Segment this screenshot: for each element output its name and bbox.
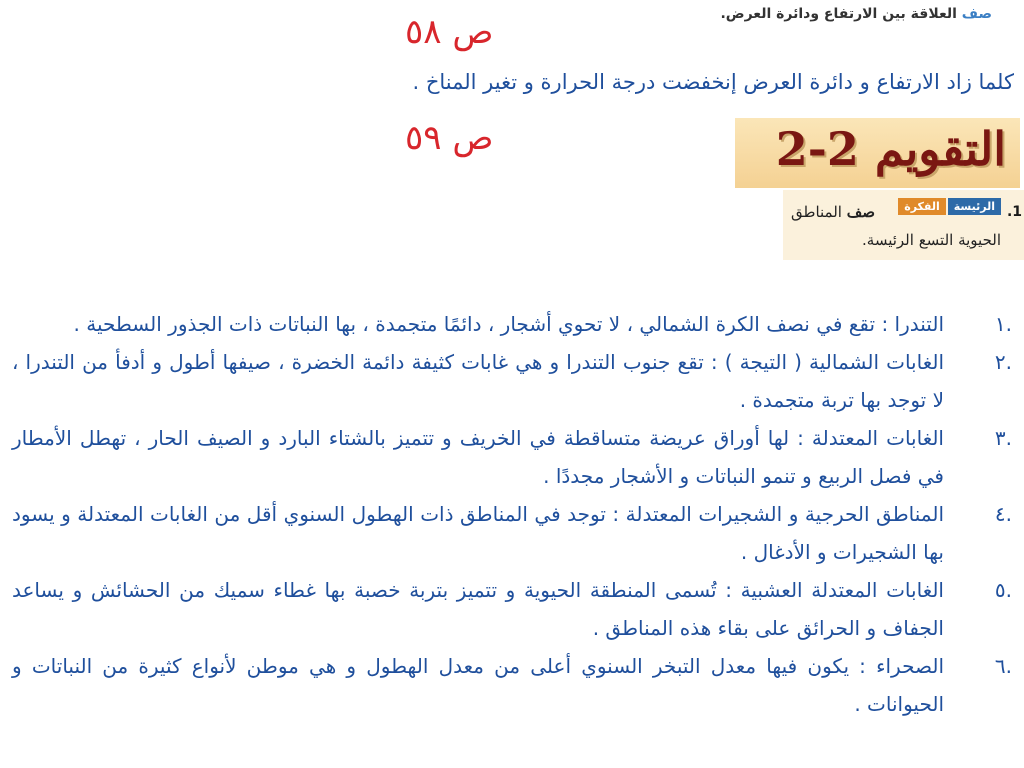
page-reference-58: ص ٥٨ [405, 12, 494, 52]
answer-text: الصحراء : يكون فيها معدل التبخر السنوي أعلى من معدل الهطول و هي موطن لأنواع كثيرة من النباتات و الحيوانات . [12, 654, 944, 716]
main-idea-tag [898, 198, 1001, 215]
question-1-box [783, 190, 1024, 260]
page-reference-59: ص ٥٩ [405, 118, 494, 158]
evaluation-banner [735, 118, 1020, 188]
answer-text: المناطق الحرجية و الشجيرات المعتدلة : توجد في المناطق ذات الهطول السنوي أقل من الغابات المعتدلة و يسود بها الشجيرات و الأدغال . [12, 502, 944, 564]
question-keyword: صف [961, 6, 992, 22]
tag-idea: الفكرة [898, 198, 946, 215]
biome-answer-list [12, 305, 1012, 723]
list-item [12, 571, 1012, 647]
question-1-body: المناطق الحيوية التسع الرئيسة. [791, 203, 1001, 249]
question-1-keyword: صف [846, 203, 875, 221]
question-number: .1 [1006, 204, 1022, 220]
textbook-question-header [720, 6, 992, 22]
answer-text: التندرا : تقع في نصف الكرة الشمالي ، لا تحوي أشجار ، دائمًا متجمدة ، بها النباتات ذات الجذور السطحية . [73, 312, 944, 336]
question-text: العلاقة بين الارتفاع ودائرة العرض. [720, 6, 962, 22]
list-item [12, 647, 1012, 723]
list-item [12, 305, 1012, 343]
tag-main: الرئيسة [948, 198, 1001, 215]
answer-number: .٥ [994, 578, 1012, 602]
evaluation-title: التقويم 2-2 [775, 122, 1006, 176]
answer-text: الغابات المعتدلة : لها أوراق عريضة متساقطة في الخريف و تتميز بالشتاء البارد و الصيف الحار ، تهطل الأمطار في فصل الربيع و تنمو النباتات و الأشجار مجددًا . [12, 426, 944, 488]
answer-text: الغابات الشمالية ( التيجة ) : تقع جنوب التندرا و هي غابات كثيفة دائمة الخضرة ، صيفها أطول و أدفأ من التندرا ، لا توجد بها تربة متجمدة . [12, 350, 944, 412]
list-item [12, 343, 1012, 419]
answer-number: .٣ [994, 426, 1012, 450]
altitude-latitude-answer: كلما زاد الارتفاع و دائرة العرض إنخفضت درجة الحرارة و تغير المناخ . [412, 70, 1014, 94]
answer-number: .٢ [994, 350, 1012, 374]
list-item [12, 419, 1012, 495]
answer-number: .٤ [994, 502, 1012, 526]
answer-number: .٦ [994, 654, 1012, 678]
list-item [12, 495, 1012, 571]
answer-number: .١ [994, 312, 1012, 336]
answer-text: الغابات المعتدلة العشبية : تُسمى المنطقة الحيوية و تتميز بتربة خصبة بها غطاء سميك من الحشائش و يساعد الجفاف و الحرائق على بقاء هذه المناطق . [12, 578, 944, 640]
